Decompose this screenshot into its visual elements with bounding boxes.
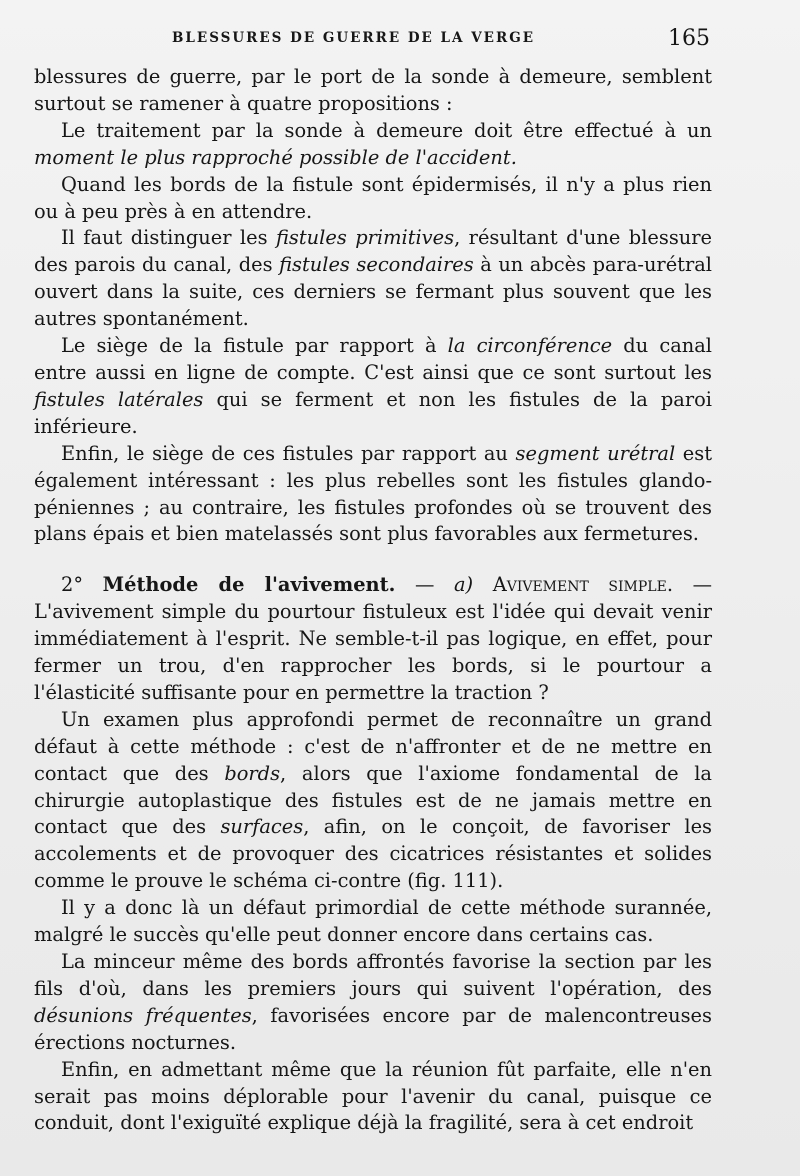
paragraph-proposition-5: Enfin, le siège de ces fistules par rapport au segment urétral est également intéressant : les plus rebelles sont les fistules glando-péniennes ; au contraire, les fistules profondes où se trouvent des plans épais et bien matelassés sont plus favorables aux fermetures. [34, 441, 713, 546]
page-header [34, 28, 708, 54]
emphasis: fistules latérales [34, 387, 204, 411]
paragraph-proposition-3: Il faut distinguer les fistules primitives, résultant d'une blessure des parois du canal, des fistules secondaires à un abcès para-urétral ouvert dans la suite, ces derniers se fermant plus souvent que les autres spontanément. [34, 226, 713, 331]
section-title: Méthode de l'avivement. [102, 573, 396, 597]
paragraph-continuation: blessures de guerre, par le port de la sonde à demeure, semblent surtout se ramener à quatre propositions : [34, 65, 712, 115]
emphasis: désunions fréquentes [34, 1003, 252, 1027]
body-text [34, 64, 712, 1137]
emphasis: bords [224, 761, 281, 785]
section-heading-paragraph: 2° Méthode de l'avivement. — a) Avivement simple. — L'avivement simple du pourtour fistuleux est l'idée qui devait venir immédiatement à l'esprit. Ne semble-t-il pas logique, en effet, pour fermer un trou, d'en rapprocher les bords, si le pourtour a l'élasticité suffisante pour en permettre la traction ? [34, 573, 712, 704]
paragraph-proposition-4: Le siège de la fistule par rapport à la circonférence du canal entre aussi en ligne de compte. C'est ainsi que ce sont surtout les fistules latérales qui se ferment et non les fistules de la paroi inférieure. [34, 334, 713, 438]
paragraph-proposition-2: Quand les bords de la fistule sont épidermisés, il n'y a plus rien ou à peu près à en attendre. [34, 172, 712, 223]
paragraph-critique: Un examen plus approfondi permet de reconnaître un grand défaut à cette méthode : c'est de n'affronter et de ne mettre en contact que des bords, alors que l'axiome fondamental de la chirurgie autoplastique des fistules est de ne jamais mettre en contact que des surfaces, afin, on le conçoit, de favoriser les accolements et de provoquer des cicatrices résistantes et solides comme le prouve le schéma ci-contre (fig. 111). [34, 707, 713, 893]
paragraph-defect: Il y a donc là un défaut primordial de cette méthode surannée, malgré le succès qu'elle peut donner encore dans certains cas. [34, 896, 712, 947]
subsection-letter: a) [453, 573, 474, 597]
emphasis: la circonférence [447, 334, 613, 358]
paragraph-thinness: La minceur même des bords affrontés favorise la section par les fils d'où, dans les premiers jours qui suivent l'opération, des désunions fréquentes, favorisées encore par de malencontreuses érections nocturnes. [34, 950, 712, 1054]
page-number: 165 [668, 26, 710, 51]
emphasis: fistules primitives [275, 226, 455, 250]
running-title: BLESSURES DE GUERRE DE LA VERGE [172, 30, 536, 46]
subsection-title: Avivement simple. [473, 573, 673, 597]
emphasis: surfaces [220, 815, 304, 839]
section-number: 2° [61, 573, 103, 597]
emphasis: moment le plus rapproché possible de l'accident. [34, 145, 517, 169]
paragraph-proposition-1: Le traitement par la sonde à demeure doit être effectué à un moment le plus rapproché possible de l'accident. [34, 118, 712, 169]
paragraph-conclusion: Enfin, en admettant même que la réunion fût parfaite, elle n'en serait pas moins déplorable pour l'avenir du canal, puisque ce conduit, dont l'exiguïté explique déjà la fragilité, sera à cet endroit [34, 1057, 712, 1135]
emphasis: fistules secondaires [279, 253, 474, 277]
emphasis: segment urétral [515, 441, 676, 465]
